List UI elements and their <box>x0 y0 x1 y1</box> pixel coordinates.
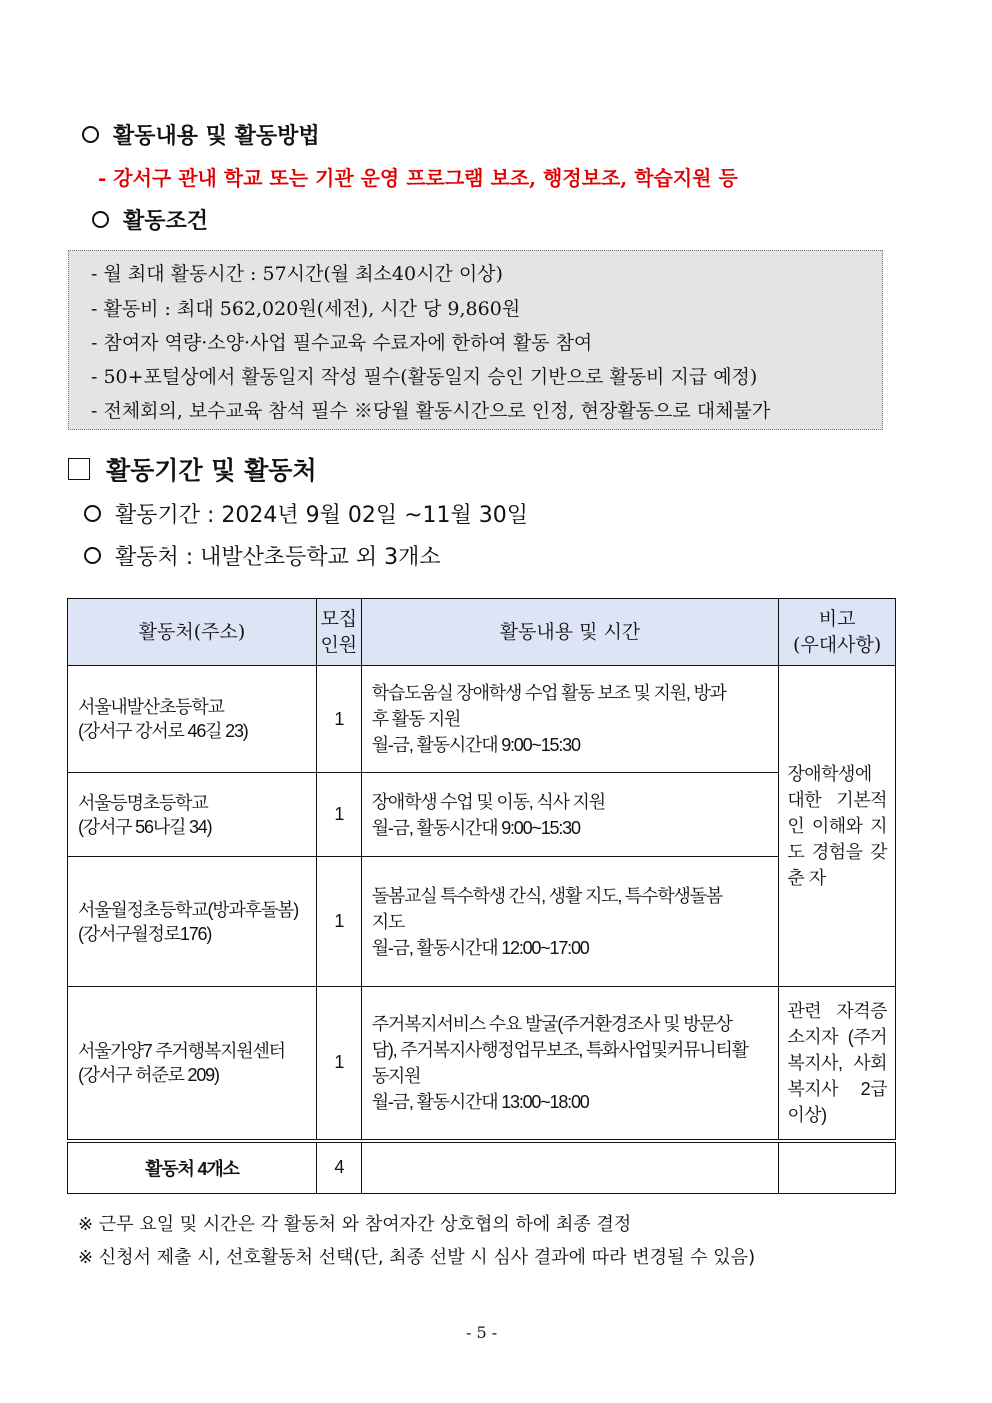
note-cell: 관련 자격증 소지자 (주거복지사, 사회복지사 2급 이상) <box>779 987 896 1141</box>
activity-places-table <box>67 598 896 1194</box>
activity-cell: 주거복지서비스 수요 발굴(주거환경조사 및 방문상 담), 주거복지사행정업무보조, 특화사업및커뮤니티활 동지원 월-금, 활동시간대 13:00~18:00 <box>361 987 779 1141</box>
square-bullet-icon <box>68 458 90 480</box>
circle-bullet-icon <box>84 547 101 564</box>
condition-line: - 월 최대 활동시간 : 57시간(월 최소40시간 이상) <box>91 263 503 285</box>
header-activity: 활동내용 및 시간 <box>361 599 779 666</box>
footnote: ※ 근무 요일 및 시간은 각 활동처 와 참여자간 상호협의 하에 최종 결정 <box>78 1214 632 1235</box>
location-cell: 서울내발산초등학교 (강서구 강서로 46길 23) <box>68 666 317 773</box>
section-title: 활동기간 및 활동처 <box>68 451 317 487</box>
total-count: 4 <box>316 1141 361 1194</box>
activity-cell: 학습도움실 장애학생 수업 활동 보조 및 지원, 방과 후 활동 지원 월-금, 활동시간대 9:00~15:30 <box>361 666 779 773</box>
circle-bullet-icon <box>82 126 99 143</box>
total-label: 활동처 4개소 <box>68 1141 317 1194</box>
location-cell: 서울등명초등학교 (강서구 56나길 34) <box>68 773 317 857</box>
circle-bullet-icon <box>92 211 109 228</box>
table-row <box>68 987 896 1141</box>
conditions-heading: 활동조건 <box>92 204 208 235</box>
condition-line: - 전체회의, 보수교육 참석 필수 ※당월 활동시간으로 인정, 현장활동으로 대체불가 <box>91 400 771 422</box>
table-row <box>68 857 896 987</box>
count-cell: 1 <box>316 666 361 773</box>
header-location: 활동처(주소) <box>68 599 317 666</box>
table-total-row <box>68 1141 896 1194</box>
condition-line: - 참여자 역량·소양·사업 필수교육 수료자에 한하여 활동 참여 <box>91 332 593 354</box>
period-line: 활동기간 : 2024년 9월 02일 ~11월 30일 <box>84 498 528 529</box>
note-cell: 장애학생에 대한 기본적인 이해와 지도 경험을 갖춘 자 <box>779 666 896 987</box>
location-cell: 서울월정초등학교(방과후돌봄) (강서구월정로176) <box>68 857 317 987</box>
location-cell: 서울가양7 주거행복지원센터 (강서구 허준로 209) <box>68 987 317 1141</box>
activity-detail: - 강서구 관내 학교 또는 기관 운영 프로그램 보조, 행정보조, 학습지원 등 <box>98 166 738 190</box>
activity-cell: 돌봄교실 특수학생 간식, 생활 지도, 특수학생돌봄 지도 월-금, 활동시간대 12:00~17:00 <box>361 857 779 987</box>
places-line: 활동처 : 내발산초등학교 외 3개소 <box>84 540 441 571</box>
table-row <box>68 666 896 773</box>
activity-cell: 장애학생 수업 및 이동, 식사 지원 월-금, 활동시간대 9:00~15:30 <box>361 773 779 857</box>
header-note: 비고 (우대사항) <box>779 599 896 666</box>
empty-cell <box>779 1141 896 1194</box>
count-cell: 1 <box>316 773 361 857</box>
table-row <box>68 773 896 857</box>
footnote: ※ 신청서 제출 시, 선호활동처 선택(단, 최종 선발 시 심사 결과에 따라 변경될 수 있음) <box>78 1247 756 1268</box>
conditions-box <box>68 250 883 430</box>
circle-bullet-icon <box>84 505 101 522</box>
empty-cell <box>361 1141 779 1194</box>
count-cell: 1 <box>316 857 361 987</box>
condition-line: - 50+포털상에서 활동일지 작성 필수(활동일지 승인 기반으로 활동비 지급 예정) <box>91 366 758 388</box>
condition-line: - 활동비 : 최대 562,020원(세전), 시간 당 9,860원 <box>91 298 521 320</box>
count-cell: 1 <box>316 987 361 1141</box>
page-number: - 5 - <box>466 1323 498 1342</box>
table-header-row <box>68 599 896 666</box>
activity-heading: 활동내용 및 활동방법 <box>82 119 320 150</box>
header-count: 모집 인원 <box>316 599 361 666</box>
